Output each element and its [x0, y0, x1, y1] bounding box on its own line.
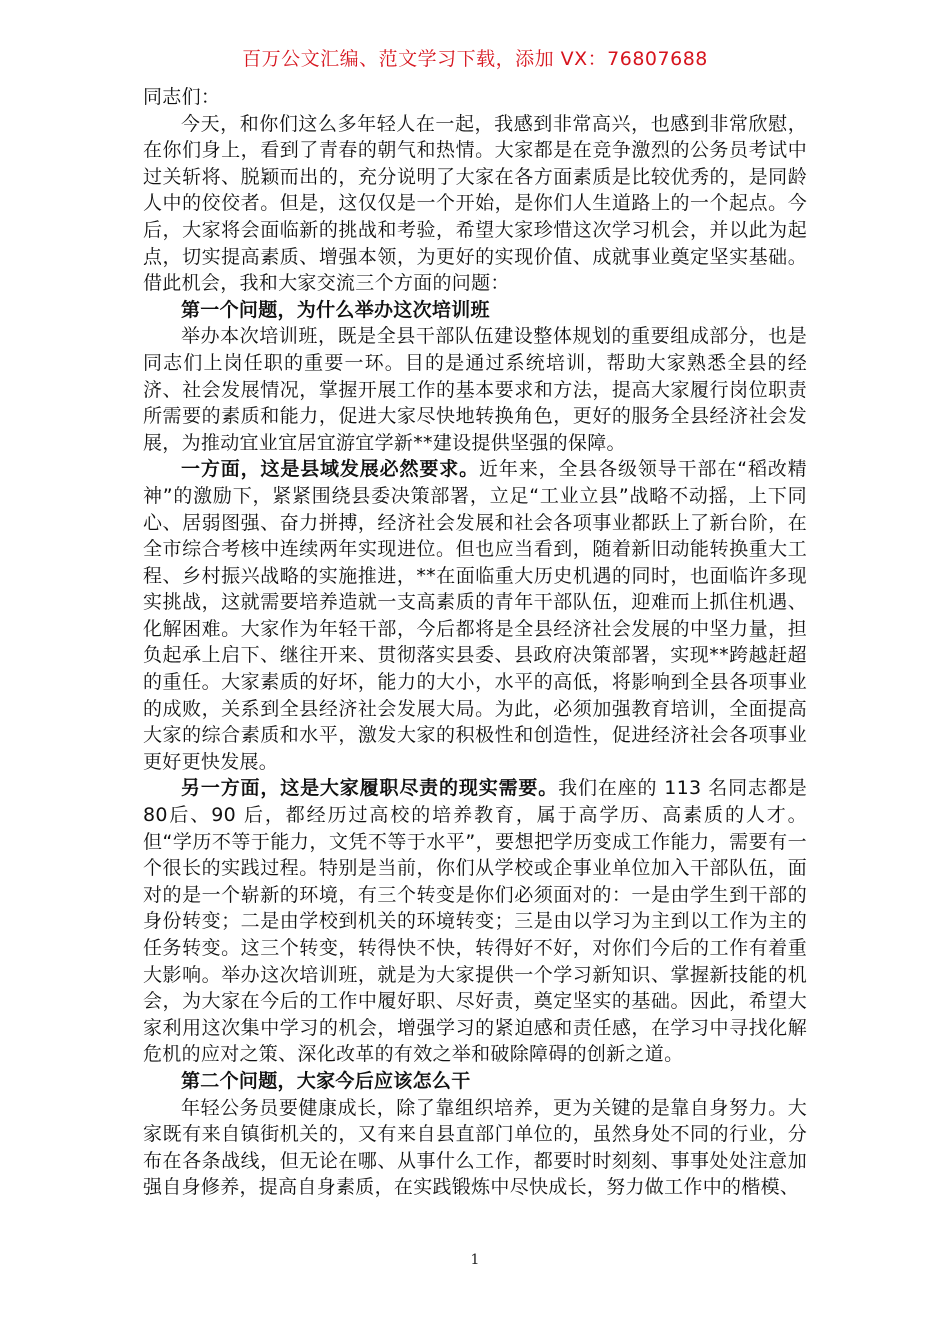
paragraph-duty-need: [143, 775, 807, 1068]
document-body: [143, 84, 807, 1201]
paragraph-text: 近年来，全县各级领导干部在“稻改精神”的激励下，紧紧围绕县委决策部署，立足“工业立县”战略不动摇，上下同心、居弱图强、奋力拼搏，经济社会发展和社会各项事业都跃上了新台阶，在全市综合考核中连续两年实现进位。但也应当看到，随着新旧动能转换重大工程、乡村振兴战略的实施推进，**在面临重大历史机遇的同时，也面临许多现实挑战，这就需要培养造就一支高素质的青年干部队伍，迎难而上抓住机遇、化解困难。大家作为年轻干部，今后都将是全县经济社会发展的中坚力量，担负起承上启下、继往开来、贯彻落实县委、县政府决策部署，实现**跨越赶超的重任。大家素质的好坏，能力的大小，水平的高低，将影响到全县各项事业的成败，关系到全县经济社会发展大局。为此，必须加强教育培训，全面提高大家的综合素质和水平，激发大家的积极性和创造性，促进经济社会各项事业更好更快发展。: [143, 458, 807, 773]
paragraph-self-effort: 年轻公务员要健康成长，除了靠组织培养，更为关键的是靠自身努力。大家既有来自镇街机关的，又有来自县直部门单位的，虽然身处不同的行业，分布在各条战线，但无论在哪、从事什么工作，都要时时刻刻、事事处处注意加强自身修养，提高自身素质，在实践锻炼中尽快成长，努力做工作中的楷模、: [143, 1096, 807, 1199]
section-heading-2: 第二个问题，大家今后应该怎么干: [181, 1069, 471, 1092]
paragraph-intro: 今天，和你们这么多年轻人在一起，我感到非常高兴，也感到非常欣慰，在你们身上，看到了青春的朝气和热情。大家都是在竞争激烈的公务员考试中过关斩将、脱颖而出的，充分说明了大家在各方面素质是比较优秀的，是同龄人中的佼佼者。但是，这仅仅是一个开始，是你们人生道路上的一个起点。今后，大家将会面临新的挑战和考验，希望大家珍惜这次学习机会，并以此为起点，切实提高素质、增强本领，为更好的实现价值、成就事业奠定坚实基础。借此机会，我和大家交流三个方面的问题：: [143, 112, 807, 295]
page-number: 1: [470, 1252, 480, 1268]
paragraph-purpose: 举办本次培训班，既是全县干部队伍建设整体规划的重要组成部分，也是同志们上岗任职的重要一环。目的是通过系统培训，帮助大家熟悉全县的经济、社会发展情况，掌握开展工作的基本要求和方法，提高大家履行岗位职责所需要的素质和能力，促进大家尽快地转换角色，更好的服务全县经济社会发展，为推动宜业宜居宜游宜学新**建设提供坚强的保障。: [143, 325, 807, 454]
paragraph-lead-bold: 一方面，这是县域发展必然要求。: [181, 458, 479, 481]
paragraph-lead-bold: 另一方面，这是大家履职尽责的现实需要。: [181, 777, 559, 800]
paragraph-text: 我们在座的 113 名同志都是 80后、90 后，都经历过高校的培养教育，属于高学历、高素质的人才。但“学历不等于能力，文凭不等于水平”，要想把学历变成工作能力，需要有一个很长的实践过程。特别是当前，你们从学校或企事业单位加入干部队伍，面对的是一个崭新的环境，有三个转变是你们必须面对的：一是由学生到干部的身份转变；二是由学校到机关的环境转变；三是由以学习为主到以工作为主的任务转变。这三个转变，转得快不快，转得好不好，对你们今后的工作有着重大影响。举办这次培训班，就是为大家提供一个学习新知识、掌握新技能的机会，为大家在今后的工作中履好职、尽好责，奠定坚实的基础。因此，希望大家利用这次集中学习的机会，增强学习的紧迫感和责任感，在学习中寻找化解危机的应对之策、深化改革的有效之举和破除障碍的创新之道。: [143, 777, 807, 1066]
paragraph-county-development: [143, 456, 807, 775]
section-heading-1: 第一个问题，为什么举办这次培训班: [181, 298, 490, 321]
watermark-header: 百万公文汇编、范文学习下载，添加 VX：76807688: [242, 48, 708, 70]
salutation: 同志们：: [143, 86, 221, 108]
